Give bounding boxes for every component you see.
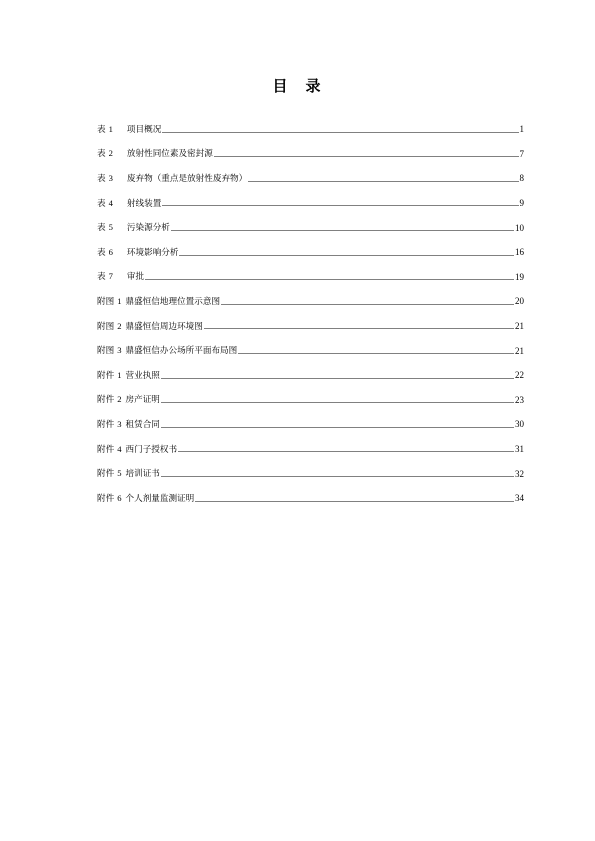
toc-entry-number: 5	[108, 222, 113, 233]
toc-entry-number: 6	[108, 246, 113, 257]
toc-entry-prefix: 表	[97, 124, 106, 135]
toc-entry-page-number: 20	[515, 296, 524, 307]
toc-entry-number: 3	[117, 418, 122, 429]
toc-dot-leader	[161, 378, 514, 379]
toc-entry-page-number: 31	[515, 444, 524, 455]
toc-entry-label	[97, 370, 160, 381]
toc-entry-page-number: 32	[515, 468, 524, 479]
toc-entry-number: 1	[117, 295, 122, 306]
toc-entry[interactable]	[97, 388, 524, 413]
toc-dot-leader	[238, 353, 514, 354]
toc-entry-label	[97, 222, 170, 233]
toc-entry-prefix: 附件	[97, 493, 115, 504]
toc-entry-number: 1	[108, 123, 113, 134]
toc-entry[interactable]	[97, 166, 524, 191]
toc-entry-text: 鼎盛恒信周边环境图	[125, 321, 203, 332]
toc-dot-leader	[162, 205, 518, 206]
toc-entry[interactable]	[97, 142, 524, 167]
toc-entry[interactable]	[97, 215, 524, 240]
toc-entry-label	[97, 148, 213, 159]
toc-entry-text: 放射性同位素及密封源	[126, 149, 213, 160]
toc-dot-leader	[204, 328, 514, 329]
toc-entry-page-number: 19	[515, 271, 524, 282]
toc-entry[interactable]	[97, 191, 524, 216]
toc-entry[interactable]	[97, 363, 524, 388]
toc-entry[interactable]	[97, 412, 524, 437]
toc-entry-prefix: 附图	[97, 321, 115, 332]
toc-entry-number: 1	[117, 369, 122, 380]
toc-entry-text: 西门子授权书	[125, 444, 178, 455]
toc-entry-text: 废弃物（重点是放射性废弃物）	[126, 173, 248, 184]
toc-entry-prefix: 附件	[97, 370, 115, 381]
toc-entry-number: 2	[117, 394, 122, 405]
toc-dot-leader	[195, 501, 514, 502]
toc-entry-number: 5	[117, 468, 122, 479]
toc-entry-number: 4	[117, 443, 122, 454]
toc-entry[interactable]	[97, 437, 524, 462]
toc-entry-prefix: 表	[97, 198, 106, 209]
toc-entry-number: 2	[108, 148, 113, 159]
toc-entry-text: 个人剂量监测证明	[125, 493, 195, 504]
toc-entry-number: 4	[108, 197, 113, 208]
toc-entry-page-number: 21	[515, 345, 524, 356]
toc-entry-prefix: 附图	[97, 346, 115, 357]
toc-dot-leader	[145, 279, 514, 280]
toc-dot-leader	[178, 451, 514, 452]
toc-entry-number: 6	[117, 492, 122, 503]
toc-entry[interactable]	[97, 117, 524, 142]
toc-entry-label	[97, 296, 220, 307]
toc-entry-text: 租赁合同	[125, 419, 160, 430]
toc-list	[97, 117, 524, 511]
toc-entry-label	[97, 173, 247, 184]
toc-entry-label	[97, 271, 144, 282]
toc-entry-page-number: 1	[519, 124, 524, 135]
toc-title	[0, 75, 595, 96]
toc-dot-leader	[161, 402, 514, 403]
toc-entry-text: 射线装置	[126, 198, 162, 209]
toc-entry-label	[97, 468, 160, 479]
toc-entry-page-number: 7	[519, 148, 524, 159]
toc-entry-prefix: 附图	[97, 296, 115, 307]
toc-dot-leader	[179, 255, 514, 256]
toc-entry-page-number: 21	[515, 321, 524, 332]
toc-dot-leader	[248, 181, 518, 182]
toc-entry-label	[97, 394, 160, 405]
toc-dot-leader	[162, 132, 518, 133]
toc-entry-page-number: 10	[515, 222, 524, 233]
toc-entry-text: 培训证书	[125, 469, 160, 480]
toc-dot-leader	[214, 156, 519, 157]
toc-entry-prefix: 附件	[97, 395, 115, 406]
toc-entry-label	[97, 444, 177, 455]
toc-entry-number: 7	[108, 271, 113, 282]
toc-entry-page-number: 34	[515, 493, 524, 504]
toc-entry-page-number: 23	[515, 394, 524, 405]
toc-title-char-1: 目	[272, 77, 290, 95]
toc-entry-label	[97, 247, 178, 258]
toc-entry-prefix: 表	[97, 173, 106, 184]
toc-entry-label	[97, 198, 161, 209]
toc-entry-prefix: 表	[97, 272, 106, 283]
toc-entry-number: 3	[117, 345, 122, 356]
toc-entry-label	[97, 124, 161, 135]
toc-entry-page-number: 16	[515, 247, 524, 258]
toc-entry-text: 环境影响分析	[126, 247, 179, 258]
toc-entry[interactable]	[97, 265, 524, 290]
toc-entry[interactable]	[97, 240, 524, 265]
toc-entry-label	[97, 493, 194, 504]
toc-entry-page-number: 22	[515, 370, 524, 381]
toc-entry-text: 项目概况	[126, 124, 162, 135]
toc-entry-text: 污染源分析	[126, 223, 170, 234]
toc-entry-prefix: 附件	[97, 419, 115, 430]
toc-entry-text: 房产证明	[125, 395, 160, 406]
toc-entry-page-number: 9	[519, 198, 524, 209]
toc-dot-leader	[171, 230, 514, 231]
toc-entry-number: 2	[117, 320, 122, 331]
toc-entry-text: 营业执照	[125, 370, 160, 381]
toc-entry[interactable]	[97, 289, 524, 314]
toc-title-char-2: 录	[305, 77, 323, 95]
toc-entry[interactable]	[97, 461, 524, 486]
toc-dot-leader	[221, 304, 514, 305]
toc-entry[interactable]	[97, 314, 524, 339]
toc-entry-text: 鼎盛恒信办公场所平面布局图	[125, 346, 238, 357]
toc-entry-label	[97, 321, 203, 332]
toc-entry-text: 鼎盛恒信地理位置示意图	[125, 296, 221, 307]
toc-entry-page-number: 30	[515, 419, 524, 430]
toc-entry-prefix: 表	[97, 149, 106, 160]
toc-entry-label	[97, 419, 160, 430]
toc-entry-number: 3	[108, 172, 113, 183]
toc-entry[interactable]	[97, 338, 524, 363]
toc-entry-prefix: 附件	[97, 444, 115, 455]
toc-entry[interactable]	[97, 486, 524, 511]
toc-dot-leader	[161, 427, 514, 428]
toc-entry-prefix: 附件	[97, 469, 115, 480]
toc-dot-leader	[161, 476, 514, 477]
toc-entry-text: 审批	[126, 272, 145, 283]
toc-entry-prefix: 表	[97, 223, 106, 234]
toc-entry-label	[97, 345, 237, 356]
toc-entry-prefix: 表	[97, 247, 106, 258]
toc-entry-page-number: 8	[519, 173, 524, 184]
